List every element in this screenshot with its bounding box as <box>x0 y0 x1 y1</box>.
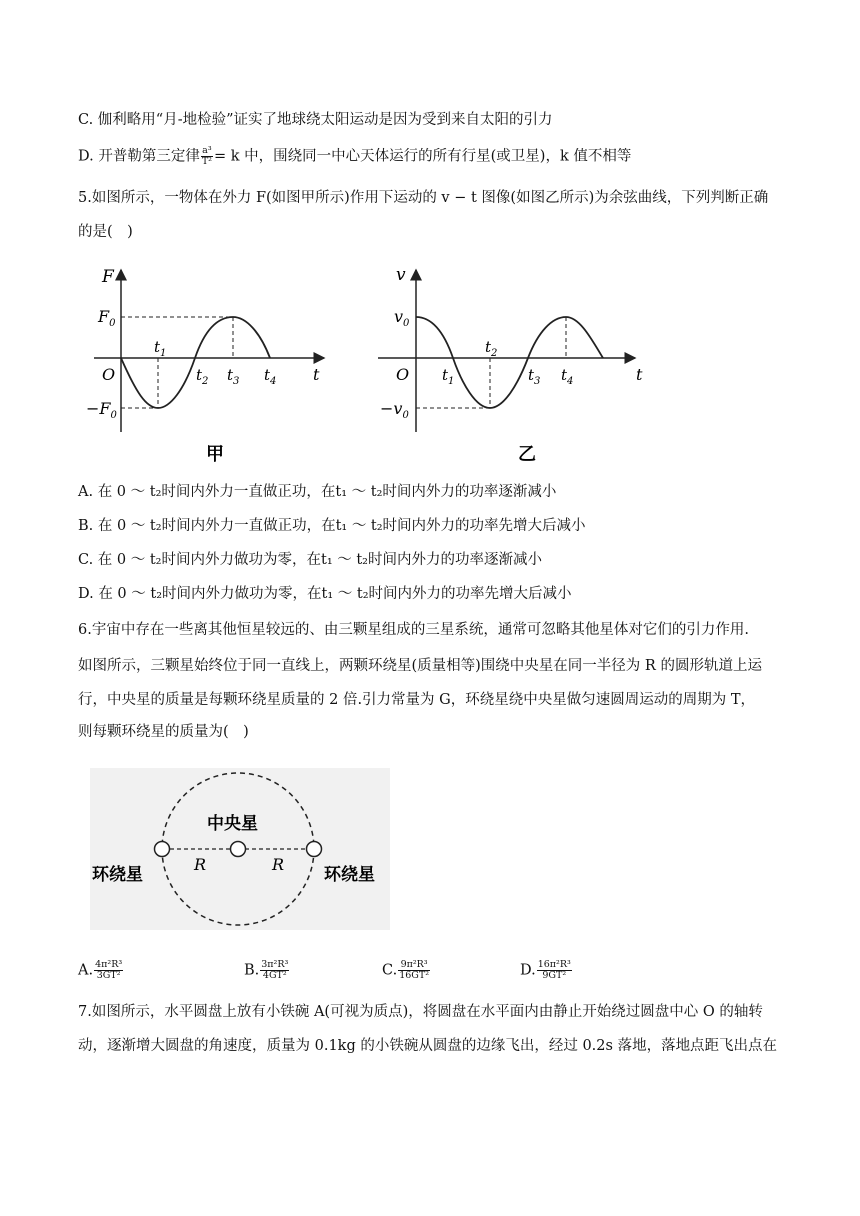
option-d-q4 <box>78 146 631 167</box>
radius-label-left: R <box>194 855 207 874</box>
question-7-line-1: 7.如图所示，水平圆盘上放有小铁碗 A(可视为质点)，将圆盘在水平面内由静止开始绕过圆盘中心 O 的轴转 <box>78 1004 763 1020</box>
kepler-denominator: T² <box>201 156 212 167</box>
yi-axis-y-label: v <box>396 265 406 285</box>
jia-t2-label: $t_2$ <box>196 366 209 387</box>
q5-option-d: D. 在 0 ～ t₂时间内外力做功为零，在t₁ ～ t₂时间内外力的功率先增大后减小 <box>78 586 572 602</box>
q6-option-a-numerator: 4π²R³ <box>95 959 123 970</box>
yi-t3-label: $t_3$ <box>528 366 541 387</box>
left-star-label: 环绕星 <box>92 865 143 885</box>
yi-t2-label: $t_2$ <box>485 338 498 359</box>
q5-option-a: A. 在 0 ～ t₂时间内外力一直做正功，在t₁ ～ t₂时间内外力的功率逐渐减小 <box>78 484 557 500</box>
jia-t4-label: $t_4$ <box>264 366 277 387</box>
figure-three-star <box>90 768 390 930</box>
yi-axis-x-label: t <box>636 365 643 384</box>
yi-caption: 乙 <box>518 444 536 465</box>
q6-option-c-numerator: 9π²R³ <box>398 960 430 971</box>
center-star-label: 中央星 <box>207 814 258 834</box>
q6-option-c <box>382 960 431 981</box>
yi-v0-label: $v_0$ <box>394 307 410 329</box>
q6-option-b-fraction <box>260 960 289 981</box>
q6-option-a-denominator: 3GT² <box>96 970 121 981</box>
yi-t1-label: $t_1$ <box>442 366 455 387</box>
center-star <box>231 842 246 857</box>
q6-option-b-label: B. <box>244 962 260 979</box>
question-5-line-1: 5.如图所示，一物体在外力 F(如图甲所示)作用下运动的 v − t 图像(如图乙所示)为余弦曲线，下列判断正确 <box>78 190 769 206</box>
q6-option-d-numerator: 16π²R³ <box>537 959 571 970</box>
jia-origin-label: O <box>102 365 116 384</box>
right-star-label: 环绕星 <box>324 865 375 885</box>
left-orbiting-star <box>155 842 170 857</box>
jia-caption: 甲 <box>206 444 224 465</box>
jia-axis-x-label: t <box>313 365 320 384</box>
q6-option-b <box>244 960 290 981</box>
jia-t3-label: $t_3$ <box>227 366 240 387</box>
kepler-numerator: a³ <box>202 145 212 156</box>
jia-sine-curve <box>121 317 270 408</box>
question-7-line-2: 动，逐渐增大圆盘的角速度，质量为 0.1kg 的小铁碗从圆盘的边缘飞出，经过 0.2s 落地，落地点距飞出点在 <box>78 1038 778 1054</box>
question-6-line-4: 则每颗环绕星的质量为( ) <box>78 724 249 740</box>
yi-cosine-curve <box>416 317 603 408</box>
question-6-line-1: 6.宇宙中存在一些离其他恒星较远的、由三颗星组成的三星系统，通常可忽略其他星体对它们的引力作用. <box>78 622 749 638</box>
q6-option-c-label: C. <box>382 962 398 979</box>
q6-option-a <box>78 960 124 981</box>
q6-option-c-fraction <box>398 960 430 981</box>
q5-option-b: B. 在 0 ～ t₂时间内外力一直做正功，在t₁ ～ t₂时间内外力的功率先增大后减小 <box>78 518 586 534</box>
jia-t1-label: $t_1$ <box>154 338 167 359</box>
question-6-line-2: 如图所示，三颗星始终位于同一直线上，两颗环绕星(质量相等)围绕中央星在同一半径为 R 的圆形轨道上运 <box>78 658 762 674</box>
yi-origin-label: O <box>396 365 410 384</box>
kepler-fraction <box>201 146 213 167</box>
right-orbiting-star <box>307 842 322 857</box>
question-5-line-2: 的是( ) <box>78 224 133 240</box>
option-d-q4-prefix: D. 开普勒第三定律 <box>78 148 200 165</box>
figure-yi <box>360 262 660 472</box>
option-d-q4-suffix: = k 中，围绕同一中心天体运行的所有行星(或卫星)，k 值不相等 <box>213 148 632 165</box>
figure-jia <box>84 262 334 472</box>
yi-negv0-label: $-v_0$ <box>380 399 409 421</box>
q6-option-a-fraction <box>94 960 123 981</box>
q6-option-d-denominator: 9GT² <box>542 970 567 981</box>
yi-t4-label: $t_4$ <box>561 366 574 387</box>
q5-option-c: C. 在 0 ～ t₂时间内外力做功为零，在t₁ ～ t₂时间内外力的功率逐渐减小 <box>78 552 542 568</box>
radius-label-right: R <box>272 855 285 874</box>
q6-option-d <box>520 960 573 981</box>
q6-option-a-label: A. <box>78 962 94 979</box>
option-c-q4: C. 伽利略用“月-地检验”证实了地球绕太阳运动是因为受到来自太阳的引力 <box>78 112 553 128</box>
jia-axis-y-label: F <box>102 267 114 287</box>
jia-f0-label: $F_0$ <box>98 307 116 329</box>
question-6-line-3: 行，中央星的质量是每颗环绕星质量的 2 倍.引力常量为 G，环绕星绕中央星做匀速圆周运动的周期为 T， <box>78 692 756 708</box>
q6-option-d-label: D. <box>520 962 536 979</box>
q6-option-c-denominator: 16GT² <box>399 970 430 981</box>
q6-option-d-fraction <box>537 960 572 981</box>
jia-negf0-label: $-F_0$ <box>86 399 117 421</box>
q6-option-b-numerator: 3π²R³ <box>261 959 289 970</box>
q6-option-b-denominator: 4GT² <box>262 970 287 981</box>
